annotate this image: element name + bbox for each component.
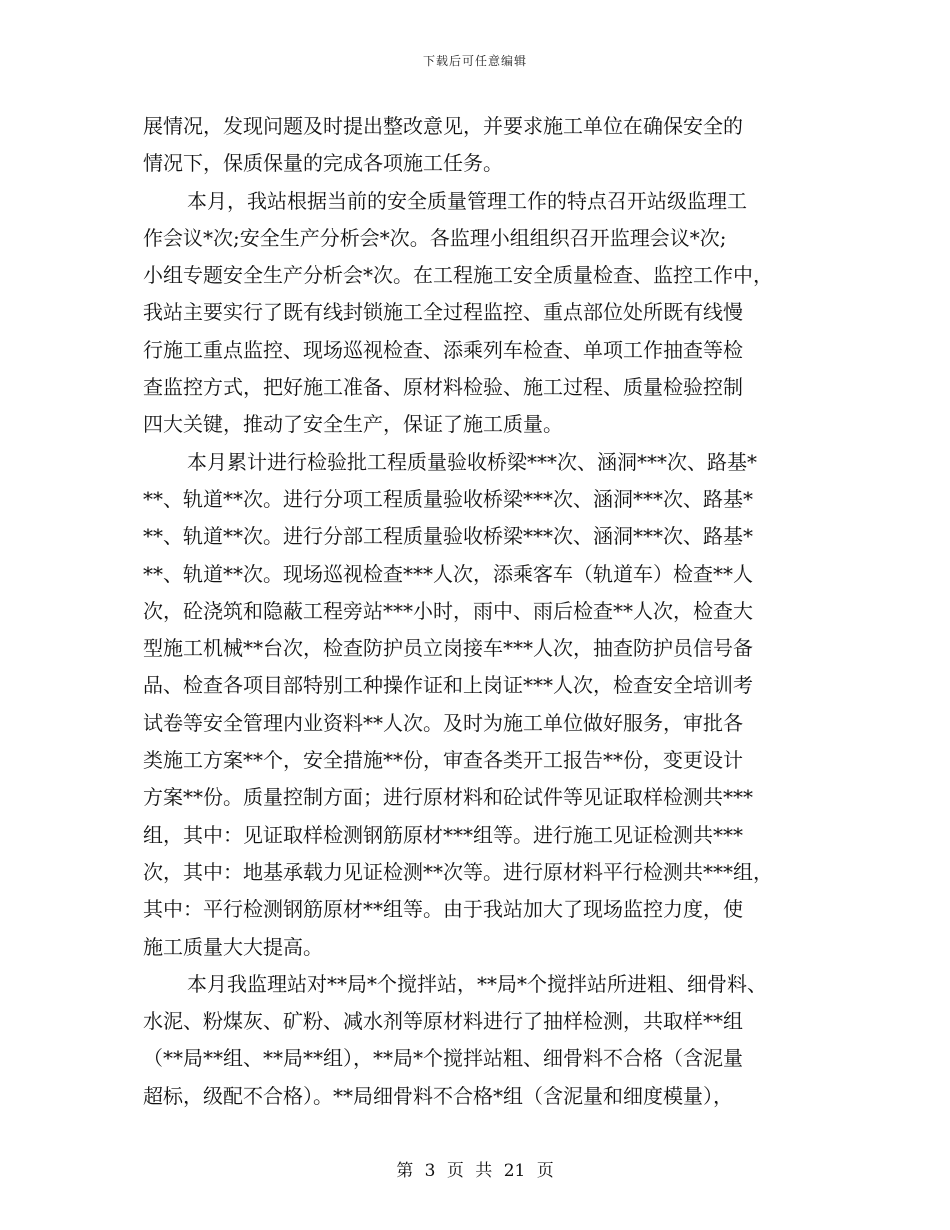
text-line: 方案**份。质量控制方面；进行原材料和砼试件等见证取样检测共*** [143,785,753,810]
text-line: 次，其中：地基承载力见证检测**次等。进行原材料平行检测共***组， [143,859,773,884]
text-line: （**局**组、**局**组），**局*个搅拌站粗、细骨料不合格（含泥量 [143,1046,743,1071]
text-line: 施工质量大大提高。 [143,934,323,959]
document-body [143,108,823,1115]
text-line: 组，其中：见证取样检测钢筋原材***组等。进行施工见证检测共*** [143,822,743,847]
text-line: 其中：平行检测钢筋原材**组等。由于我站加大了现场监控力度，使 [143,897,743,922]
text-line: 本月我监理站对**局*个搅拌站，**局*个搅拌站所进粗、细骨料、 [187,971,767,996]
text-line: 四大关键，推动了安全生产，保证了施工质量。 [143,412,563,437]
text-line: 本月，我站根据当前的安全质量管理工作的特点召开站级监理工 [187,188,747,213]
text-line: 行施工重点监控、现场巡视检查、添乘列车检查、单项工作抽查等检 [143,337,743,362]
text-line: 次，砼浇筑和隐蔽工程旁站***小时，雨中、雨后检查**人次，检查大 [143,598,753,623]
text-line: **、轨道**次。现场巡视检查***人次，添乘客车（轨道车）检查**人 [143,561,753,586]
page-number-footer: 第 3 页 共 21 页 [396,1161,554,1181]
text-line: 超标，级配不合格）。**局细骨料不合格*组（含泥量和细度模量）， [143,1083,733,1108]
text-line: 情况下，保质保量的完成各项施工任务。 [143,151,503,176]
text-line: 水泥、粉煤灰、矿粉、减水剂等原材料进行了抽样检测，共取样**组 [143,1009,743,1034]
text-line: 本月累计进行检验批工程质量验收桥梁***次、涵洞***次、路基* [187,449,757,474]
text-line: 型施工机械**台次，检查防护员立岗接车***人次，抽查防护员信号备 [143,636,753,661]
text-line: 试卷等安全管理内业资料**人次。及时为施工单位做好服务，审批各 [143,710,743,735]
text-line: 查监控方式，把好施工准备、原材料检验、施工过程、质量检验控制 [143,375,743,400]
text-line: 我站主要实行了既有线封锁施工全过程监控、重点部位处所既有线慢 [143,300,743,325]
text-line: 类施工方案**个，安全措施**份，审查各类开工报告**份，变更设计 [143,748,743,773]
text-line: 作会议*次;安全生产分析会*次。各监理小组组织召开监理会议*次; [143,225,727,250]
text-line: 品、检查各项目部特别工种操作证和上岗证***人次，检查安全培训考 [143,673,753,698]
page-header: 下载后可任意编辑 [422,54,527,68]
text-line: 展情况，发现问题及时提出整改意见，并要求施工单位在确保安全的 [143,114,743,138]
text-line: 小组专题安全生产分析会*次。在工程施工安全质量检查、监控工作中， [143,263,773,288]
text-line: **、轨道**次。进行分项工程质量验收桥梁***次、涵洞***次、路基* [143,486,753,511]
text-line: **、轨道**次。进行分部工程质量验收桥梁***次、涵洞***次、路基* [143,524,753,549]
